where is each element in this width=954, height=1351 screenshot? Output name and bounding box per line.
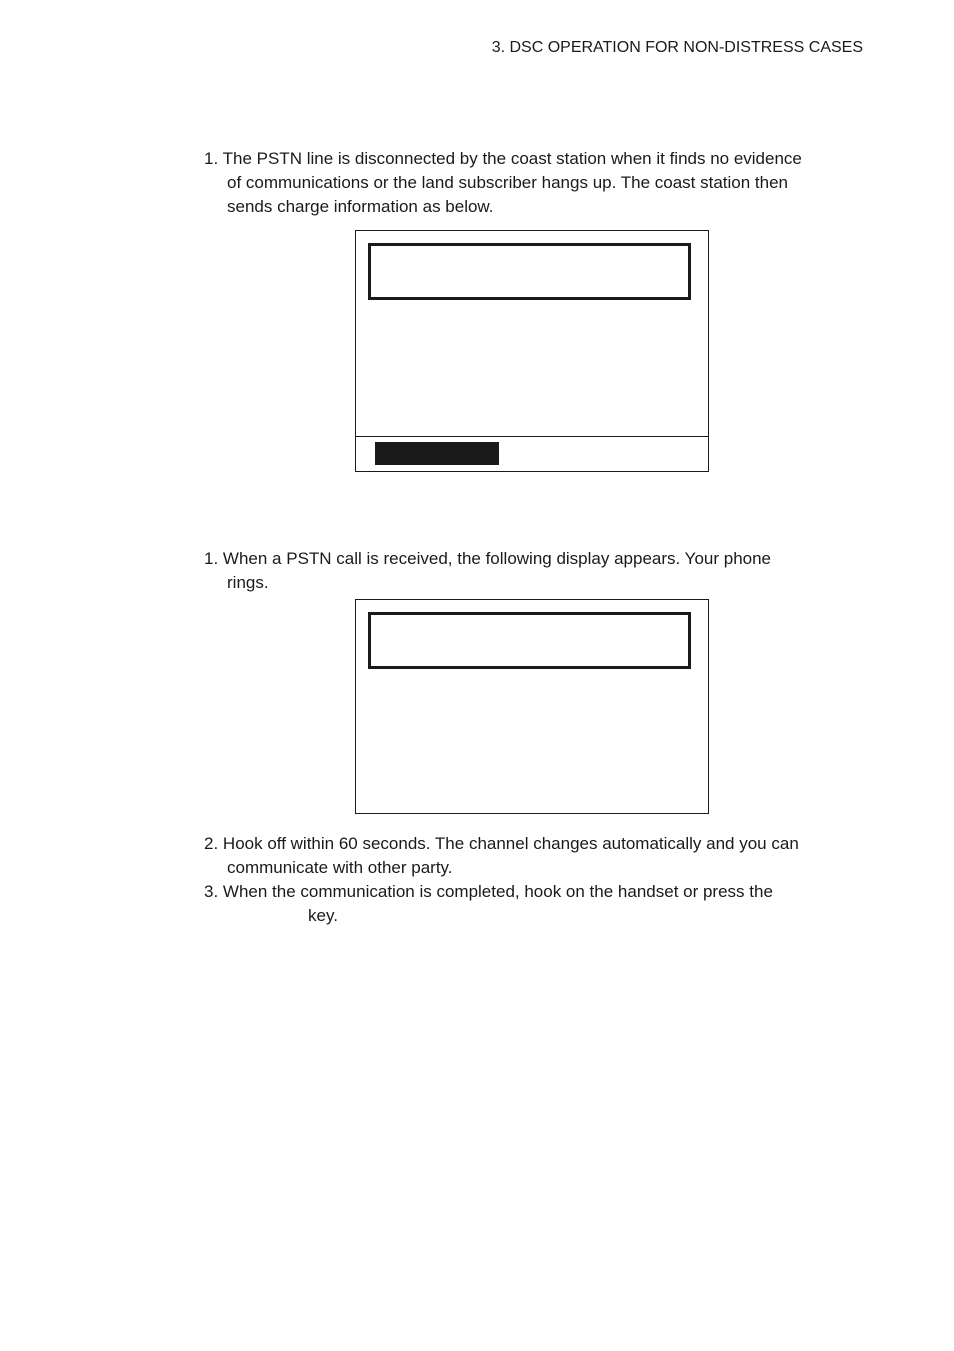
step-receive-3 xyxy=(204,880,864,928)
step-number: 1. xyxy=(204,149,219,168)
step-text-line-1: When the communication is completed, hook on the handset or press the xyxy=(222,882,773,901)
step-receive-1 xyxy=(204,547,864,595)
step-disconnect-1 xyxy=(204,147,864,219)
step-text-line-2: of communications or the land subscriber hangs up. The coast station then xyxy=(227,173,789,192)
key-word: key. xyxy=(308,906,338,925)
screen-title-box xyxy=(368,612,691,669)
running-header: 3. DSC OPERATION FOR NON-DISTRESS CASES xyxy=(491,39,863,56)
pstn-call-received-screen xyxy=(355,599,709,814)
screen-softkey-bar xyxy=(356,436,708,471)
step-receive-2 xyxy=(204,832,864,880)
step-number: 3. xyxy=(204,882,219,901)
step-text-line-1: When a PSTN call is received, the following display appears. Your phone xyxy=(222,549,772,568)
step-text-line-1: Hook off within 60 seconds. The channel changes automatically and you can xyxy=(222,834,799,853)
step-text-line-2: rings. xyxy=(227,573,269,592)
highlighted-softkey xyxy=(375,442,499,465)
step-text-line-2 xyxy=(204,904,864,928)
step-number: 1. xyxy=(204,549,219,568)
screen-title-box xyxy=(368,243,691,300)
step-text-line-2: communicate with other party. xyxy=(227,858,453,877)
step-text-line-1: The PSTN line is disconnected by the coast station when it finds no evidence xyxy=(222,149,802,168)
charge-information-screen xyxy=(355,230,709,472)
step-number: 2. xyxy=(204,834,219,853)
step-text-line-3: sends charge information as below. xyxy=(227,197,494,216)
